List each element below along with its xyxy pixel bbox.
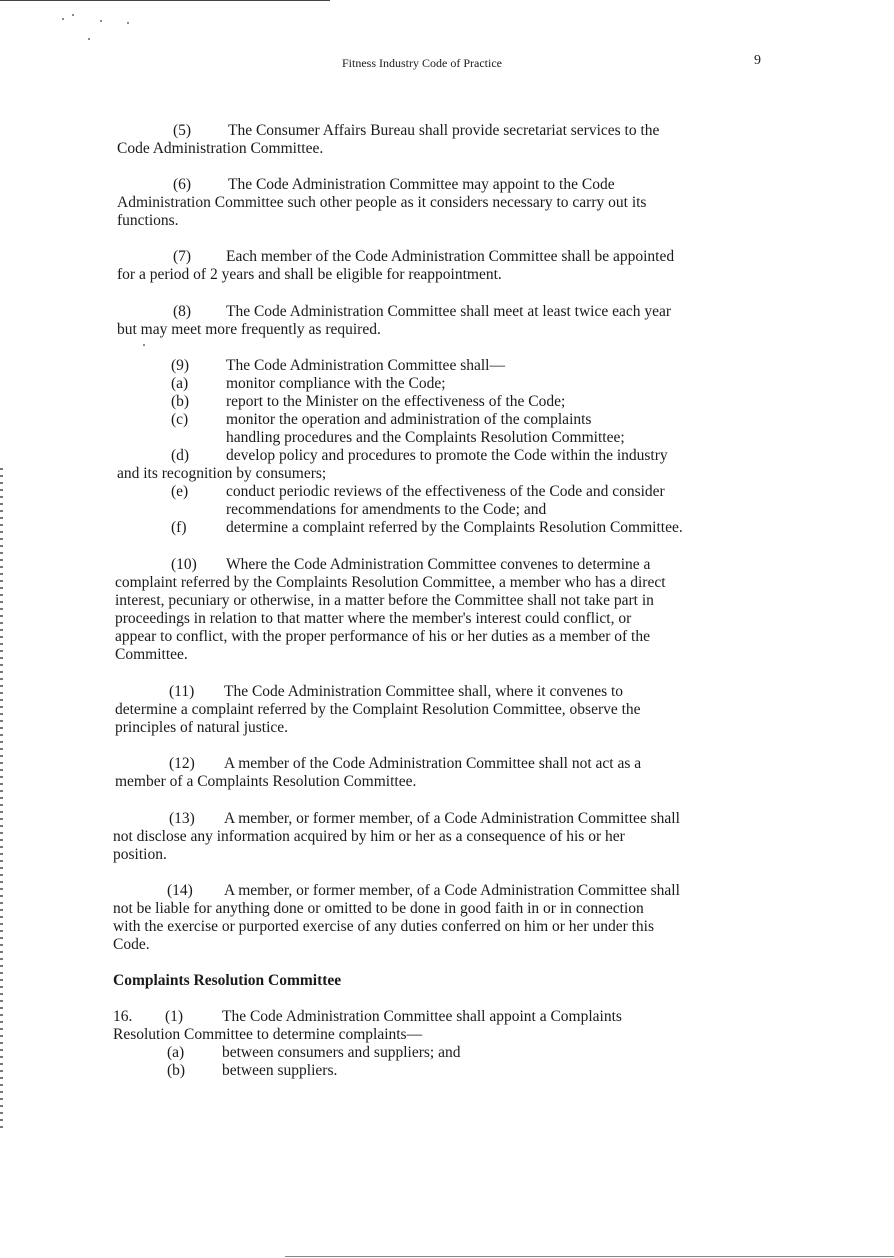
- paragraph-text: Administration Committee such other people as it considers necessary to carry out its: [117, 194, 647, 211]
- paragraph-number: (12): [169, 755, 195, 772]
- paragraph-text: interest, pecuniary or otherwise, in a matter before the Committee shall not take part in: [115, 592, 654, 609]
- list-item-label: (a): [171, 375, 189, 392]
- paragraph-text: The Code Administration Committee shall appoint a Complaints: [222, 1008, 622, 1025]
- list-item-label: (b): [171, 393, 190, 410]
- list-item-text: conduct periodic reviews of the effectiveness of the Code and consider: [226, 483, 665, 500]
- paragraph-text: Code Administration Committee.: [117, 140, 324, 157]
- list-item-label: (f): [171, 519, 187, 536]
- list-item-text: handling procedures and the Complaints Resolution Committee;: [226, 429, 625, 446]
- paragraph-text: Each member of the Code Administration Committee shall be appointed: [226, 248, 675, 265]
- list-item-text: recommendations for amendments to the Code; and: [226, 501, 547, 518]
- section-number: 16.: [113, 1008, 133, 1025]
- scan-bottom-edge: [285, 1256, 894, 1257]
- page-number: 9: [754, 53, 761, 68]
- paragraph-number: (1): [165, 1008, 184, 1025]
- paragraph-number: (5): [173, 122, 192, 139]
- paragraph-number: (10): [171, 556, 197, 573]
- list-item-label: (a): [167, 1044, 185, 1061]
- paragraph-text: with the exercise or purported exercise of any duties conferred on him or her under this: [113, 918, 655, 935]
- list-item-label: (b): [167, 1062, 186, 1079]
- paragraph-text: A member, or former member, of a Code Administration Committee shall: [224, 882, 680, 899]
- paragraph-text: position.: [113, 846, 167, 863]
- paragraph-text: A member of the Code Administration Committee shall not act as a: [224, 755, 642, 772]
- paragraph-text: Where the Code Administration Committee convenes to determine a: [226, 556, 651, 573]
- list-item-text: monitor compliance with the Code;: [226, 375, 446, 392]
- paragraph-number: (6): [173, 176, 192, 193]
- list-item-text: and its recognition by consumers;: [117, 465, 327, 482]
- paragraph-text: for a period of 2 years and shall be eligible for reappointment.: [117, 266, 502, 283]
- list-item-label: (c): [171, 411, 189, 428]
- scan-left-margin-marks: [0, 468, 3, 1128]
- paragraph-text: not be liable for anything done or omitted to be done in good faith in or in connection: [113, 900, 644, 917]
- scan-speck: [72, 14, 74, 16]
- paragraph-text: proceedings in relation to that matter where the member's interest could conflict, or: [115, 610, 632, 627]
- paragraph-text: appear to conflict, with the proper performance of his or her duties as a member of the: [115, 628, 650, 645]
- scan-speck: [100, 20, 102, 22]
- list-item-text: between suppliers.: [222, 1062, 338, 1079]
- scan-speck: [143, 344, 145, 346]
- section-heading: Complaints Resolution Committee: [113, 972, 342, 989]
- list-item-label: (e): [171, 483, 189, 500]
- paragraph-text: The Consumer Affairs Bureau shall provide secretariat services to the: [228, 122, 660, 139]
- paragraph-text: The Code Administration Committee shall, where it convenes to: [224, 683, 624, 700]
- paragraph-text: Committee.: [115, 646, 188, 663]
- paragraph-text: principles of natural justice.: [115, 719, 289, 736]
- paragraph-number: (8): [173, 303, 192, 320]
- paragraph-number: (14): [167, 882, 193, 899]
- list-item-text: between consumers and suppliers; and: [222, 1044, 461, 1061]
- scan-top-edge: [0, 0, 330, 1]
- page-header: [0, 55, 894, 71]
- list-item-text: report to the Minister on the effectiveness of the Code;: [226, 393, 566, 410]
- paragraph-text: member of a Complaints Resolution Committee.: [115, 773, 417, 790]
- scan-speck: [62, 18, 64, 20]
- paragraph-text: not disclose any information acquired by him or her as a consequence of his or her: [113, 828, 625, 845]
- scan-speck: [127, 22, 129, 24]
- paragraph-text: The Code Administration Committee shall—: [226, 357, 505, 374]
- scan-speck: [88, 38, 90, 40]
- paragraph-text: Resolution Committee to determine complaints—: [113, 1026, 423, 1043]
- paragraph-text: The Code Administration Committee shall meet at least twice each year: [226, 303, 672, 320]
- paragraph-number: (11): [169, 683, 195, 700]
- paragraph-number: (13): [169, 810, 195, 827]
- list-item-text: develop policy and procedures to promote the Code within the industry: [226, 447, 668, 464]
- paragraph-text: functions.: [117, 212, 179, 229]
- paragraph-text: determine a complaint referred by the Complaint Resolution Committee, observe the: [115, 701, 641, 718]
- list-item-label: (d): [171, 447, 190, 464]
- paragraph-number: (9): [171, 357, 190, 374]
- header-title: Fitness Industry Code of Practice: [342, 56, 502, 70]
- paragraph-text: The Code Administration Committee may appoint to the Code: [228, 176, 615, 193]
- paragraph-text: but may meet more frequently as required.: [117, 321, 381, 338]
- list-item-text: determine a complaint referred by the Complaints Resolution Committee.: [226, 519, 683, 536]
- paragraph-text: Code.: [113, 936, 150, 953]
- paragraph-text: A member, or former member, of a Code Administration Committee shall: [224, 810, 680, 827]
- list-item-text: monitor the operation and administration of the complaints: [226, 411, 592, 428]
- paragraph-text: complaint referred by the Complaints Resolution Committee, a member who has a direct: [115, 574, 666, 591]
- paragraph-number: (7): [173, 248, 192, 265]
